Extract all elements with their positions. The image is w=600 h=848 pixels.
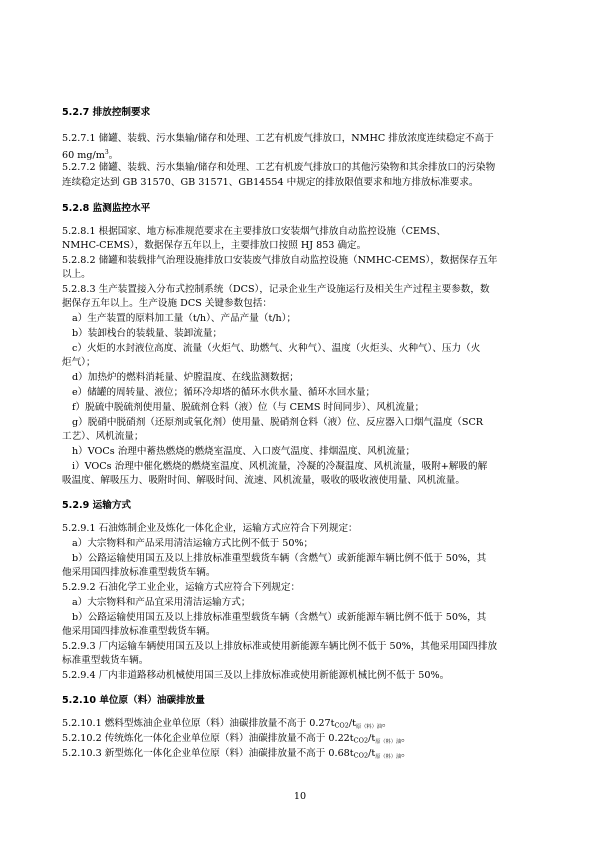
list-item-c-line2: 炬气）； [62, 357, 96, 368]
paragraph-5-2-8-3-line2: 据保存五年以上。生产设施 DCS 关键参数包括： [62, 298, 272, 309]
list-item-b: b）装卸栈台的装载量、装卸流量； [72, 328, 223, 339]
paragraph-5-2-10-2: 5.2.10.2 传统炼化一体化企业单位原（料）油碳排放量不高于 $0.22t_{CO2}/t_{原(料)油}$。 [62, 733, 411, 745]
list-item-f: f）脱硫中脱硫剂使用量、脱硫剂仓料（液）位（与 CEMS 时间同步）、风机流量； [72, 402, 425, 413]
paragraph-5-2-8-2-line2: 以上。 [62, 269, 91, 280]
list-item-i-line2: 吸温度、解吸压力、吸附时间、解吸时间、流速、风机流量，吸收的吸收液使用量、风机流量。 [62, 475, 465, 486]
list-item-a: a）生产装置的原料加工量（t/h）、产品产量（t/h）； [72, 313, 297, 324]
paragraph-5-2-10-1: 5.2.10.1 燃料型炼油企业单位原（料）油碳排放量不高于 $0.27t_{CO2}/t_{原(料)油}$。 [62, 718, 392, 730]
list-item-d: d）加热炉的燃料消耗量、炉膛温度、在线监测数据； [72, 372, 299, 383]
paragraph-5-2-8-2-line1: 5.2.8.2 储罐和装载排气治理设施排放口安装废气排放自动监控设施（NMHC-CEMS），数据保存五年 [62, 255, 498, 266]
paragraph-5-2-9-1: 5.2.9.1 石油炼制企业及炼化一体化企业，运输方式应符合下列规定： [62, 523, 358, 534]
paragraph-5-2-7-1-line2: 60 $mg/m^3$。 [62, 149, 119, 161]
paragraph-5-2-7-2-line1: 5.2.7.2 储罐、装载、污水集输/储存和处理、工艺有机废气排放口的其他污染物和其余排放口的污染物 [62, 162, 496, 173]
paragraph-5-2-8-1-line2: NMHC-CEMS），数据保存五年以上，主要排放口按照 HJ 853 确定。 [62, 240, 367, 251]
list-item-5-2-9-2-a: a）大宗物料和产品宜采用清洁运输方式； [72, 597, 251, 608]
list-item-5-2-9-2-b-line2: 他采用国四排放标准重型载货车辆。 [62, 626, 216, 637]
paragraph-5-2-8-3-line1: 5.2.8.3 生产装置接入分布式控制系统（DCS），记录企业生产设施运行及相关生产过程主要参数，数 [62, 284, 490, 295]
page-number: 10 [293, 791, 307, 802]
paragraph-5-2-8-1-line1: 5.2.8.1 根据国家、地方标准规范要求在主要排放口安装烟气排放自动监控设施（CEMS、 [62, 226, 446, 237]
paragraph-5-2-9-4: 5.2.9.4 厂内非道路移动机械使用国三及以上排放标准或使用新能源机械比例不低于 50%。 [62, 670, 450, 681]
list-item-5-2-9-2-b-line1: b）公路运输使用国五及以上排放标准重型载货车辆（含燃气）或新能源车辆比例不低于 50%，其 [72, 612, 487, 623]
section-heading-5-2-7: 5.2.7 排放控制要求 [62, 107, 151, 118]
list-item-g-line2: 工艺）、风机流量； [62, 431, 144, 442]
paragraph-5-2-7-2-line2: 连续稳定达到 GB 31570、GB 31571、GB14554 中规定的排放限值要求和地方排放标准要求。 [62, 177, 479, 188]
list-item-g-line1: g）脱硝中脱硝剂（还原剂或氧化剂）使用量、脱硝剂仓料（液）位、反应器入口烟气温度（SCR [72, 417, 484, 428]
paragraph-5-2-10-3: 5.2.10.3 新型炼化一体化企业单位原（料）油碳排放量不高于 $0.68t_{CO2}/t_{原(料)油}$。 [62, 748, 411, 760]
list-item-5-2-9-1-b-line1: b）公路运输使用国五及以上排放标准重型载货车辆（含燃气）或新能源车辆比例不低于 50%，其 [72, 553, 487, 564]
section-heading-5-2-9: 5.2.9 运输方式 [62, 500, 132, 511]
list-item-e: e）储罐的周转量、液位；循环冷却塔的循环水供水量、循环水回水量； [72, 387, 376, 398]
paragraph-5-2-9-3-line1: 5.2.9.3 厂内运输车辆使用国五及以上排放标准或使用新能源车辆比例不低于 50%，其他采用国四排放 [62, 641, 498, 652]
section-heading-5-2-10: 5.2.10 单位原（料）油碳排放量 [62, 695, 205, 706]
list-item-i-line1: i）VOCs 治理中催化燃烧的燃烧室温度、风机流量，冷凝的冷凝温度、风机流量，吸附+解吸的解 [72, 461, 488, 472]
list-item-5-2-9-1-a: a）大宗物料和产品采用清洁运输方式比例不低于 50%； [72, 538, 314, 549]
paragraph-5-2-7-1-line1: 5.2.7.1 储罐、装载、污水集输/储存和处理、工艺有机废气排放口，NMHC 排放浓度连续稳定不高于 [62, 133, 494, 144]
section-heading-5-2-8: 5.2.8 监测监控水平 [62, 203, 151, 214]
list-item-5-2-9-1-b-line2: 他采用国四排放标准重型载货车辆。 [62, 567, 216, 578]
list-item-h: h）VOCs 治理中蓄热燃烧的燃烧室温度、入口废气温度、排烟温度、风机流量； [72, 446, 416, 457]
list-item-c-line1: c）火炬的水封液位高度、流量（火炬气、助燃气、火种气）、温度（火炬头、火种气）、压力（火 [72, 343, 481, 354]
paragraph-5-2-9-3-line2: 标准重型载货车辆。 [62, 655, 149, 666]
paragraph-5-2-9-2: 5.2.9.2 石油化学工业企业，运输方式应符合下列规定： [62, 582, 301, 593]
